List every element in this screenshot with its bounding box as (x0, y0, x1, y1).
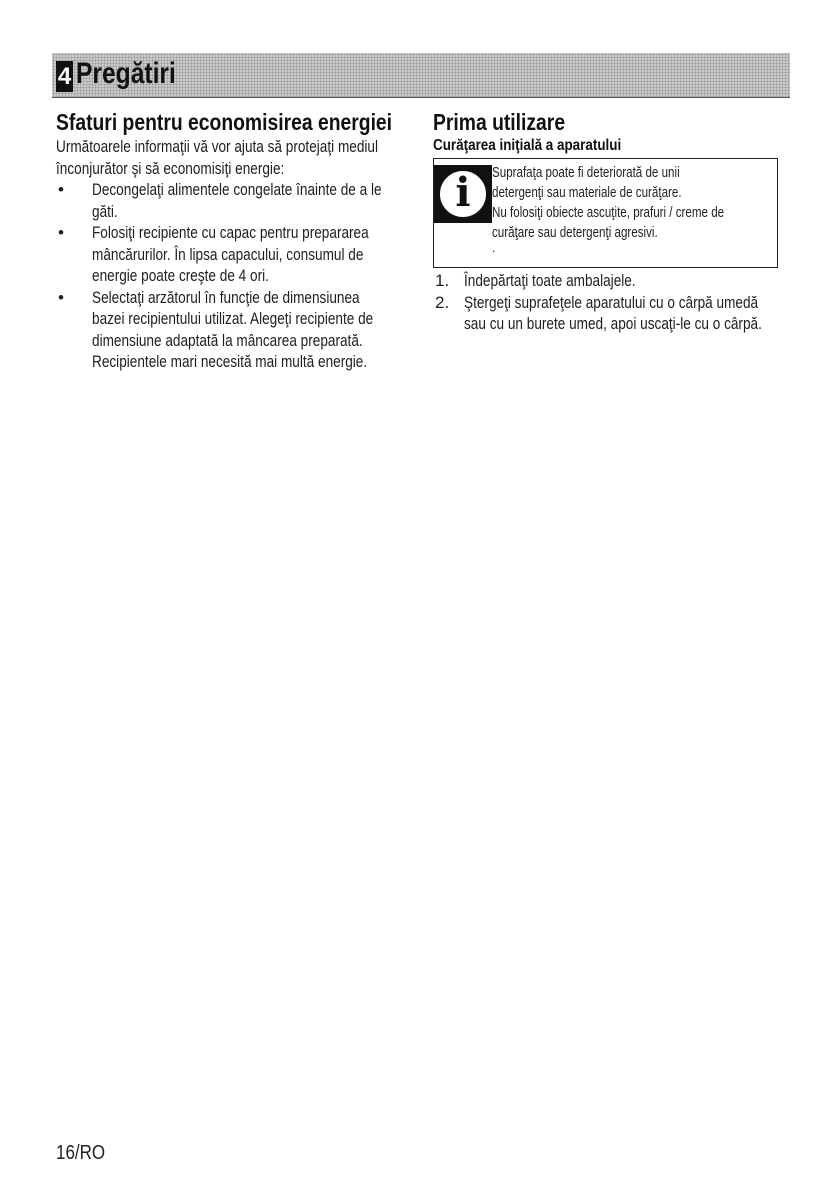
subheading-initial-cleaning: Curăţarea iniţială a aparatului (433, 137, 622, 154)
energy-intro (56, 136, 406, 179)
list-item-text: Decongelaţi alimentele congelate înainte de a le (92, 180, 382, 199)
first-use-section (433, 108, 788, 156)
info-icon (434, 165, 492, 223)
cleaning-steps-list (433, 270, 788, 335)
notice-line: detergenţi sau materiale de curăţare. (492, 185, 682, 201)
notice-line: Nu folosiţi obiecte ascuţite, prafuri / creme de (492, 205, 725, 221)
list-item-text: dimensiune adaptată la mâncarea preparată. (92, 330, 363, 350)
bullet-marker: • (58, 180, 64, 199)
intro-line: Următoarele informaţii vă vor ajuta să protejaţi mediul (56, 137, 379, 156)
list-item (56, 179, 406, 222)
list-item-text: mâncărurilor. În lipsa capacului, consumul de (92, 244, 364, 264)
step-number: 2. (435, 292, 450, 312)
section-heading-first-use: Prima utilizare (433, 109, 566, 135)
list-item-text: găti. (92, 201, 118, 221)
list-item (433, 270, 788, 292)
bullet-marker: • (58, 223, 64, 242)
info-notice-box (433, 158, 778, 268)
list-item (433, 292, 788, 335)
list-item-text: Recipientele mari necesită mai multă energie. (92, 352, 368, 371)
list-item-text: Ştergeţi suprafeţele aparatului cu o cârpă umedă (464, 292, 759, 312)
chapter-title: Pregătiri (76, 57, 176, 90)
list-item-text: bazei recipientului utilizat. Alegeţi recipiente de (92, 309, 374, 328)
page-number: 16/RO (56, 1142, 106, 1164)
notice-line: Suprafaţa poate fi deteriorată de unii (492, 165, 680, 181)
info-icon-glyph: i (455, 169, 471, 216)
energy-bullet-list (56, 179, 406, 373)
list-item (56, 287, 406, 373)
intro-line: înconjurător şi să economisiţi energie: (56, 158, 285, 178)
section-heading-energy-saving: Sfaturi pentru economisirea energiei (56, 109, 393, 135)
bullet-marker: • (58, 287, 64, 307)
list-item-text: energie poate creşte de 4 ori. (92, 266, 269, 285)
list-item-text: sau cu un burete umed, apoi uscaţi-le cu o cârpă. (464, 314, 762, 333)
list-item-text: Îndepărtaţi toate ambalajele. (464, 271, 636, 290)
list-item-text: Folosiţi recipiente cu capac pentru prepararea (92, 223, 369, 242)
step-number: 1. (435, 271, 450, 290)
chapter-header-bar (52, 53, 790, 98)
notice-line: curăţare sau detergenţi agresivi. (492, 225, 658, 241)
energy-saving-section (56, 108, 406, 373)
list-item-text: Selectaţi arzătorul în funcţie de dimensiunea (92, 287, 360, 307)
list-item (56, 222, 406, 287)
chapter-number-badge: 4 (57, 63, 72, 90)
notice-text (492, 163, 782, 259)
notice-trailing-dot: . (492, 241, 496, 255)
